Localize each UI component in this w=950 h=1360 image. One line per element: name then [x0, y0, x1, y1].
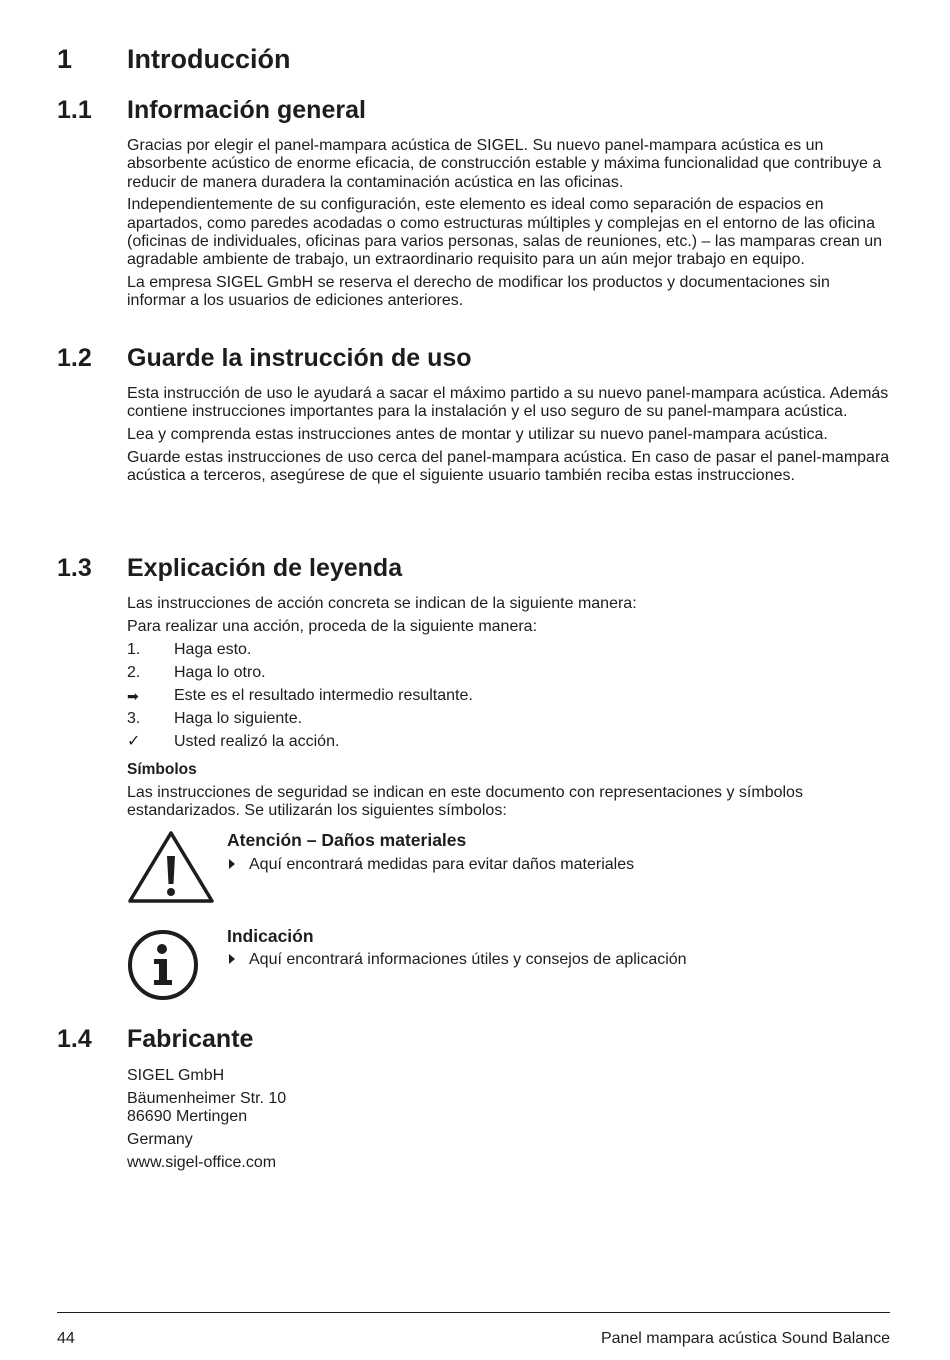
legend-intro-2: Para realizar una acción, proceda de la siguiente manera: [127, 618, 538, 635]
step-text: Este es el resultado intermedio resultante. [174, 687, 473, 704]
manufacturer-name: SIGEL GmbH [127, 1067, 225, 1084]
manufacturer-website-link[interactable]: www.sigel-office.com [127, 1154, 277, 1171]
manufacturer-street: Bäumenheimer Str. 10 [127, 1090, 287, 1107]
info-title: Indicación [227, 926, 314, 946]
paragraph: Esta instrucción de uso le ayudará a sacar el máximo partido a su nuevo panel-mampara acústica. Además contiene instrucciones importantes para la instalación y el uso seguro de su panel-mampara acústica. [127, 385, 889, 421]
checkmark-icon: ✓ [127, 733, 141, 750]
info-text: Aquí encontrará informaciones útiles y consejos de aplicación [249, 951, 687, 968]
paragraph: Gracias por elegir el panel-mampara acústica de SIGEL. Su nuevo panel-mampara acústica es un absorbente acústico de enorme eficacia, de construcción estable y máxima funcionalidad que contribuye a reducir de manera duradera la contaminación acústica en las oficinas. [127, 137, 882, 191]
footer-title: Panel mampara acústica Sound Balance [600, 1330, 890, 1347]
manufacturer-city: 86690 Mertingen [127, 1108, 248, 1125]
paragraph: La empresa SIGEL GmbH se reserva el derecho de modificar los productos y documentaciones sin informar a los usuarios de ediciones anteriores. [127, 274, 830, 310]
chapter-number: 1 [57, 44, 73, 74]
step-number: 2. [127, 664, 141, 681]
result-arrow-icon: ➡ [127, 688, 139, 704]
symbols-intro [127, 784, 892, 825]
legend-intro: Las instrucciones de acción concreta se indican de la siguiente manera: [127, 595, 637, 612]
warning-text: Aquí encontrará medidas para evitar daños materiales [249, 856, 635, 873]
symbols-heading: Símbolos [127, 761, 197, 778]
step-text: Haga lo otro. [174, 664, 266, 681]
section-1-1-body [127, 137, 892, 315]
section-number: 1.2 [57, 344, 92, 372]
warning-triangle-icon [127, 830, 215, 904]
warning-text-row [227, 856, 634, 874]
section-title: Guarde la instrucción de uso [127, 344, 472, 372]
manufacturer-country: Germany [127, 1131, 193, 1148]
page-number: 44 [57, 1330, 75, 1347]
section-1-2-body [127, 385, 892, 490]
info-circle-icon [127, 929, 199, 1001]
bullet-arrow-icon [229, 954, 235, 964]
section-number: 1.1 [57, 96, 92, 124]
step-number: 1. [127, 641, 141, 658]
step-text: Usted realizó la acción. [174, 733, 340, 750]
step-text: Haga lo siguiente. [174, 710, 303, 727]
bullet-arrow-icon [229, 859, 235, 869]
section-number: 1.4 [57, 1025, 92, 1053]
section-title: Explicación de leyenda [127, 554, 403, 582]
section-title: Fabricante [127, 1025, 254, 1053]
section-title: Información general [127, 96, 366, 124]
chapter-title: Introducción [127, 44, 291, 74]
warning-title: Atención – Daños materiales [227, 830, 467, 850]
section-number: 1.3 [57, 554, 92, 582]
paragraph: Guarde estas instrucciones de uso cerca del panel-mampara acústica. En caso de pasar el panel-mampara acústica a terceros, asegúrese de que el siguiente usuario también reciba estas instrucciones. [127, 448, 890, 485]
step-text: Haga esto. [174, 641, 252, 658]
step-number: 3. [127, 710, 141, 727]
paragraph: Las instrucciones de seguridad se indican en este documento con representaciones y símbolos estandarizados. Se utilizarán los siguientes símbolos: [127, 784, 803, 820]
paragraph: Lea y comprenda estas instrucciones antes de montar y utilizar su nuevo panel-mampara acústica. [127, 426, 828, 444]
info-text-row [227, 951, 687, 969]
paragraph: Independientemente de su configuración, este elemento es ideal como separación de espacios en apartados, como paredes acodadas o como estructuras múltiples y complejas en el entorno de las oficina (oficinas de individuales, oficinas para varios personas, salas de reuniones, etc.) – las mamparas crean un agradable ambiente de trabajo, un extraordinario requisito para un aún mejor trabajo en equipo. [127, 196, 883, 269]
footer-divider [57, 1312, 890, 1313]
